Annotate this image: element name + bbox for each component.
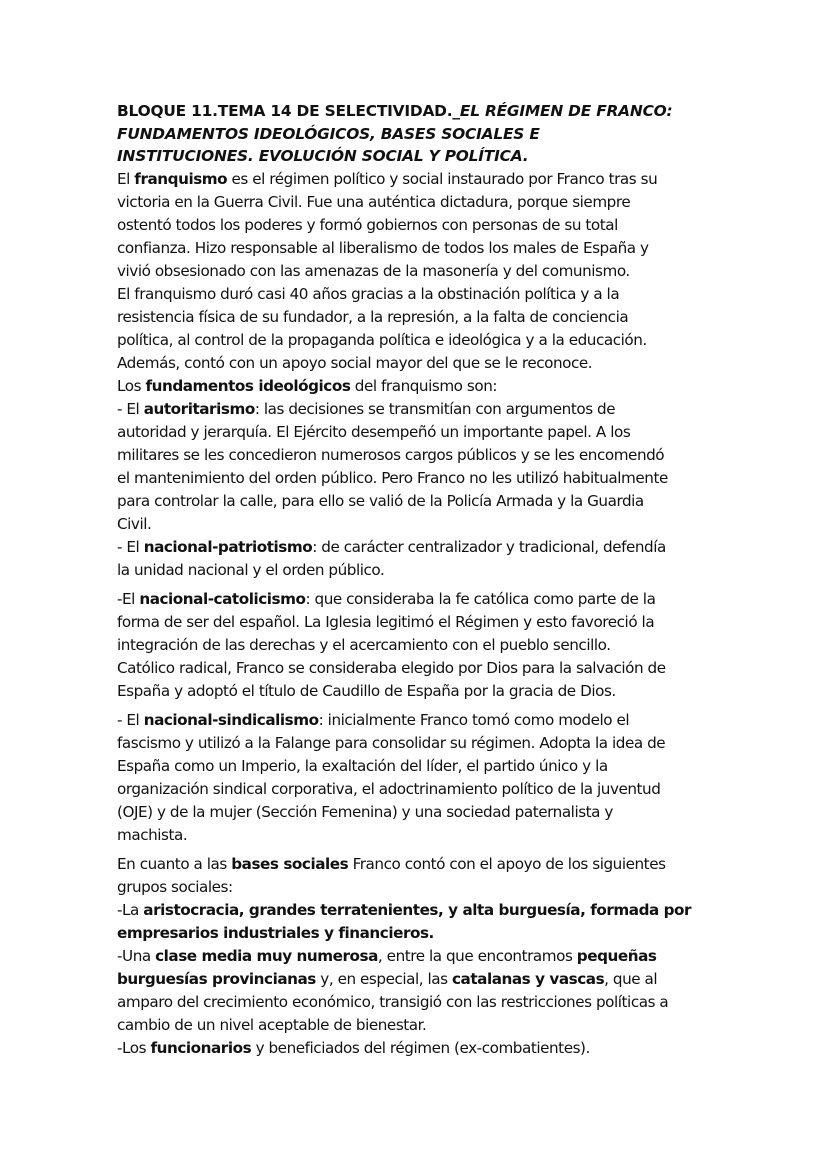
term-catolicismo: nacional-catolicismo: [139, 589, 306, 608]
term-bases-sociales: bases sociales: [231, 854, 349, 873]
intro-paragraph: El franquismo es el régimen político y social instaurado por Franco tras su victoria en la Guerra Civil. Fue una auténtica dictadura, porque siempre ostentó todos los poderes y formó gobiernos con personas de su total confianza. Hizo responsable al liberalismo de todos los males de España y vivió obsesionado con las amenazas de la masonería y del comunismo. El franquismo duró casi 40 años gracias a la obstinación política y a la resistencia física de su fundador, a la represión, a la falta de conciencia política, al control de la propaganda política e ideológica y a la educación. Además, contó con un apoyo social mayor del que se le reconoce. Los fundamentos ideológicos del franquismo son:: [117, 169, 658, 395]
term-fundamentos: fundamentos ideológicos: [145, 376, 351, 395]
term-autoritarismo: autoritarismo: [143, 399, 255, 418]
document-title: [117, 100, 717, 168]
catolicismo-item: -El nacional-catolicismo: que consideraba la fe católica como parte de la forma de ser del español. La Iglesia legitimó el Régimen y esto favoreció la integración de las derechas y el acercamiento con el pueblo sencillo. Católico radical, Franco se consideraba elegido por Dios para la salvación de España y adoptó el título de Caudillo de España por la gracia de Dios.: [117, 589, 666, 700]
title-line-2: FUNDAMENTOS IDEOLÓGICOS, BASES SOCIALES E: [117, 124, 540, 143]
title-line-1: BLOQUE 11.TEMA 14 DE SELECTIVIDAD._EL RÉGIMEN DE FRANCO:: [117, 102, 673, 120]
term-franquismo: franquismo: [134, 169, 228, 188]
bases-sociales-section: En cuanto a las bases sociales Franco contó con el apoyo de los siguientes grupos sociales: -La aristocracia, grandes terratenientes, y alta burguesía, formada por empresarios industriales y financieros. -Una clase media muy numerosa, entre la que encontramos pequeñas burguesías provincianas y, en especial, las catalanas y vascas, que al amparo del crecimiento económico, transigió con las restricciones políticas a cambio de un nivel aceptable de bienestar. -Los funcionarios y beneficiados del régimen (ex-combatientes).: [117, 854, 692, 1057]
document-page: [117, 100, 717, 1060]
term-sindicalismo: nacional-sindicalismo: [143, 710, 319, 729]
title-line-3: INSTITUCIONES. EVOLUCIÓN SOCIAL Y POLÍTICA.: [117, 147, 529, 165]
sindicalismo-item: - El nacional-sindicalismo: inicialmente Franco tomó como modelo el fascismo y utilizó a la Falange para consolidar su régimen. Adopta la idea de España como un Imperio, la exaltación del líder, el partido único y la organización sindical corporativa, el adoctrinamiento político de la juventud (OJE) y de la mujer (Sección Femenina) y una sociedad paternalista y machista.: [117, 710, 666, 844]
patriotismo-item: - El nacional-patriotismo: de carácter centralizador y tradicional, defendía la unidad nacional y el orden público.: [117, 537, 666, 579]
term-patriotismo: nacional-patriotismo: [143, 537, 313, 556]
autoritarismo-item: - El autoritarismo: las decisiones se transmitían con argumentos de autoridad y jerarquía. El Ejército desempeñó un importante papel. A los militares se les concedieron numerosos cargos públicos y se les encomendó el mantenimiento del orden público. Pero Franco no les utilizó habitualmente para controlar la calle, para ello se valió de la Policía Armada y la Guardia Civil.: [117, 399, 668, 533]
